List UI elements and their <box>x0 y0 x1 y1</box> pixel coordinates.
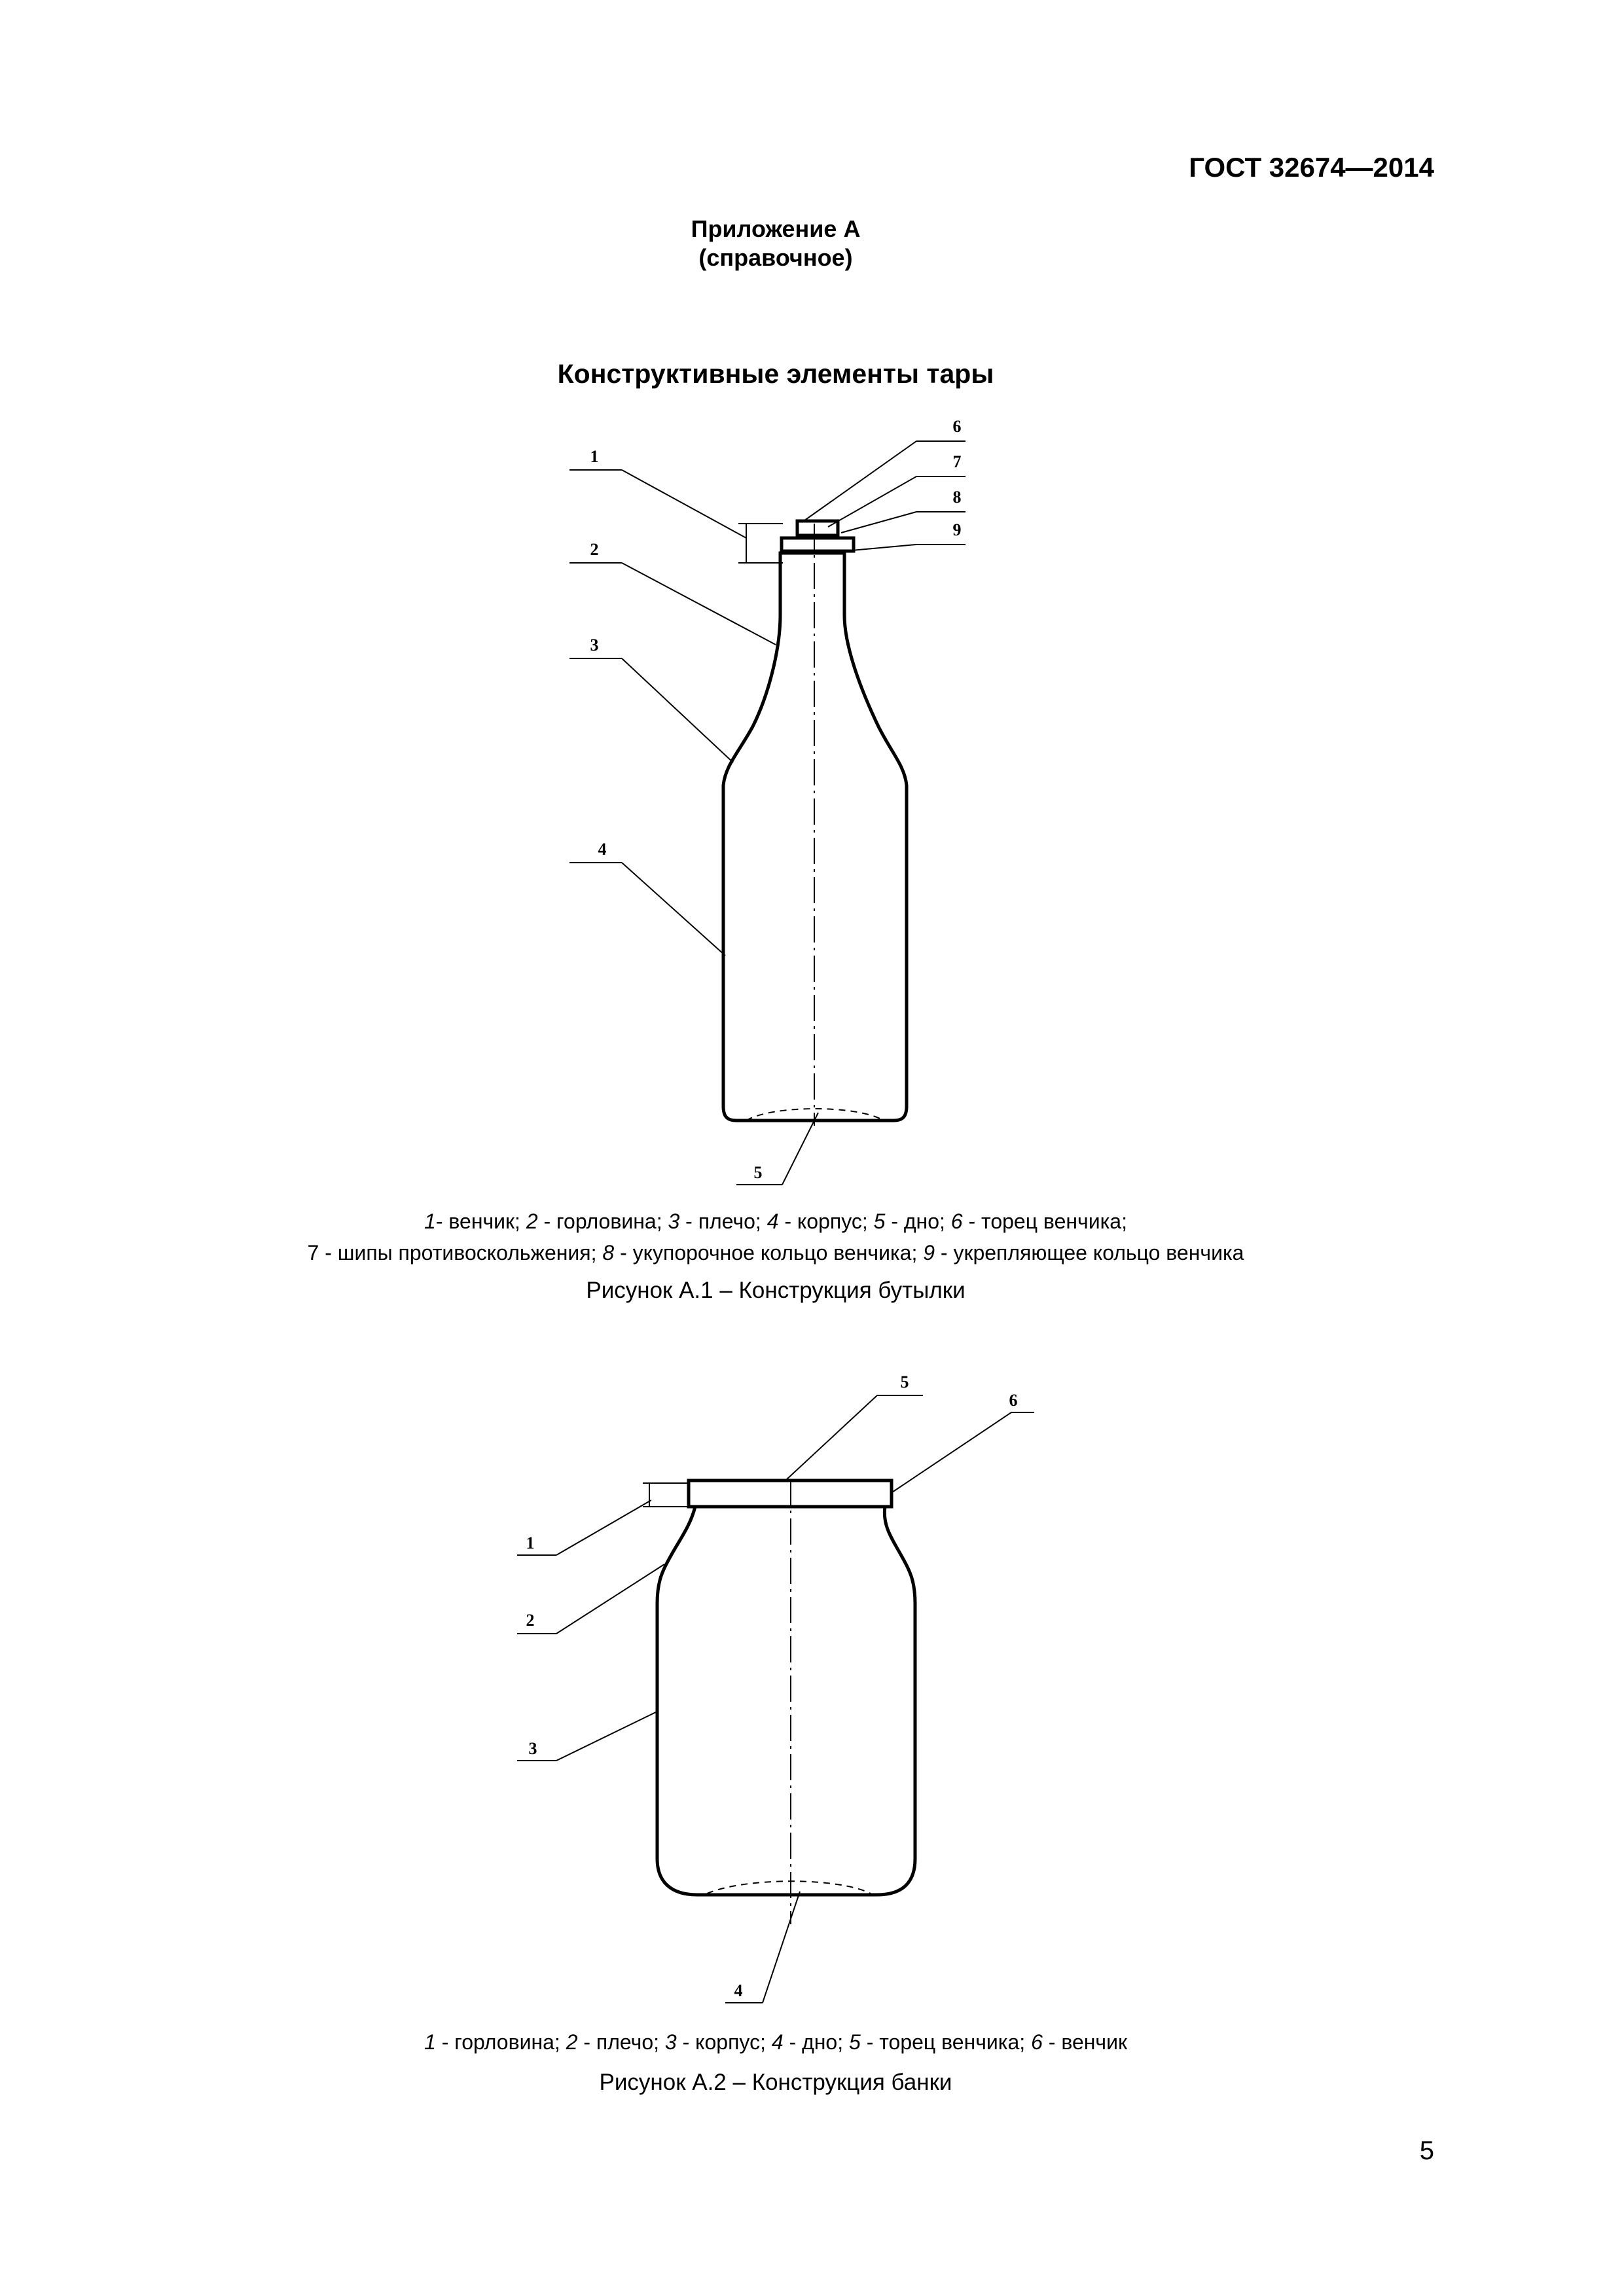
figure1-legend <box>0 1206 1551 1268</box>
jar-callout-6: 6 <box>1009 1391 1018 1410</box>
jar-bottom-punt <box>707 1881 871 1893</box>
bottle-callout-8: 8 <box>952 488 962 507</box>
appendix-title: Приложение А <box>691 215 861 242</box>
jar-callout-3: 3 <box>528 1739 537 1758</box>
section-title: Конструктивные элементы тары <box>557 359 994 389</box>
bottle-callout-4: 4 <box>598 840 607 859</box>
bottle-callout-2: 2 <box>590 540 599 559</box>
figure2-legend <box>0 2026 1551 2058</box>
jar-callout-1: 1 <box>526 1534 535 1552</box>
bottle-callout-1: 1 <box>590 447 599 466</box>
bottle-callout-9: 9 <box>952 520 962 539</box>
appendix-subtitle: (справочное) <box>698 244 853 271</box>
standard-number: ГОСТ 32674—2014 <box>1189 152 1434 183</box>
jar-callout-5: 5 <box>900 1372 909 1391</box>
figure2-legend-line: 1 - горловина; 2 - плечо; 3 - корпус; 4 - дно; 5 - торец венчика; 6 - венчик <box>424 2030 1127 2054</box>
bottle-finish-ring <box>782 538 854 551</box>
jar-callout-4: 4 <box>734 1981 743 2000</box>
jar-outline <box>657 1507 915 1895</box>
figure1-caption: Рисунок А.1 – Конструкция бутылки <box>586 1278 965 1303</box>
page-number: 5 <box>1419 2136 1434 2165</box>
jar-drawing <box>0 1342 1624 2062</box>
bottle-callout-5: 5 <box>753 1163 763 1182</box>
jar-callout-2: 2 <box>526 1611 535 1630</box>
bottle-callout-3: 3 <box>590 636 599 655</box>
figure1-legend-line1: 1- венчик; 2 - горловина; 3 - плечо; 4 - корпус; 5 - дно; 6 - торец венчика; <box>424 1210 1127 1233</box>
figure1-legend-line2: 7 - шипы противоскольжения; 8 - укупорочное кольцо венчика; 9 - укрепляющее кольцо венчика <box>307 1241 1244 1265</box>
bottle-callout-6: 6 <box>952 417 962 436</box>
bottle-callout-7: 7 <box>952 452 962 471</box>
figure2-caption: Рисунок А.2 – Конструкция банки <box>599 2070 952 2095</box>
bottle-finish-top <box>797 521 838 535</box>
